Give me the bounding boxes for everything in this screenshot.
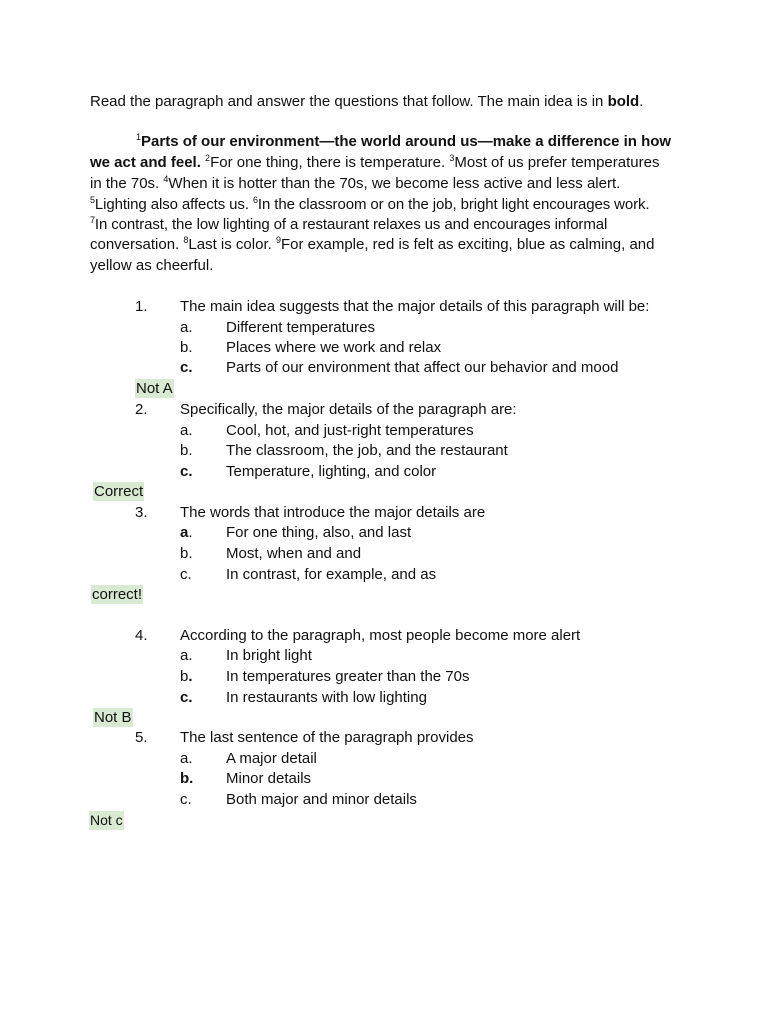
- instructions-bold-word: bold: [607, 93, 640, 110]
- grading-note: Not A: [136, 380, 173, 397]
- option-text: The classroom, the job, and the restaurant: [226, 442, 508, 459]
- sentence-number: 3: [449, 153, 455, 163]
- sentence-text: For example, red is felt as exciting, blue as calming, and: [280, 236, 655, 253]
- paragraph-line-5: [90, 215, 607, 235]
- instructions: [90, 92, 643, 112]
- option-letter: b.: [180, 545, 193, 562]
- sentence-text: In the classroom or on the job, bright light encourages work.: [257, 196, 650, 213]
- sentence-number: 1: [136, 132, 142, 142]
- paragraph-line-2: [90, 153, 659, 173]
- option-text: In temperatures greater than the 70s: [226, 668, 470, 685]
- option-letter-period: .: [188, 668, 193, 685]
- sentence-number: 9: [275, 235, 281, 245]
- option-letter: a.: [180, 422, 193, 439]
- option-letter: a.: [180, 750, 193, 767]
- paragraph-line-6: [90, 235, 654, 255]
- paragraph-line-4: [90, 195, 650, 215]
- sentence-number: 2: [205, 153, 211, 163]
- option-text: In contrast, for example, and as: [226, 566, 437, 583]
- instructions-text: Read the paragraph and answer the questions that follow. The main idea is in: [90, 93, 608, 110]
- option-text: In restaurants with low lighting: [226, 689, 427, 706]
- sentence-text: In contrast, the low lighting of a restaurant relaxes us and encourages informal: [94, 216, 608, 233]
- option-letter-selected: c.: [180, 463, 193, 480]
- option-letter-text: b: [180, 668, 189, 685]
- option-text: For one thing, also, and last: [226, 524, 412, 541]
- option-letter: a.: [180, 319, 193, 336]
- grading-note: Not B: [94, 709, 132, 726]
- question-text: The last sentence of the paragraph provides: [180, 729, 474, 746]
- option-letter: [180, 667, 193, 687]
- sentence-text: Most of us prefer temperatures: [454, 154, 660, 171]
- sentence-text: in the 70s.: [90, 175, 160, 192]
- main-idea-text: Parts of our environment—the world around us—make a difference in how: [141, 133, 672, 150]
- question-text: Specifically, the major details of the paragraph are:: [180, 401, 517, 418]
- sentence-number: 5: [90, 195, 95, 205]
- paragraph-line-1: [136, 132, 671, 152]
- paragraph-line-3: [90, 174, 620, 194]
- grading-note: Correct: [94, 483, 144, 500]
- option-letter: c.: [180, 566, 192, 583]
- grading-note: Not c: [90, 812, 123, 828]
- option-text: Most, when and and: [226, 545, 362, 562]
- option-letter-selected: c.: [180, 689, 193, 706]
- sentence-text: Lighting also affects us.: [94, 196, 249, 213]
- question-number: 3.: [135, 504, 148, 521]
- sentence-text: For one thing, there is temperature.: [210, 154, 446, 171]
- question-number: 2.: [135, 401, 148, 418]
- question-text: According to the paragraph, most people become more alert: [180, 627, 581, 644]
- option-letter-selected: b.: [180, 770, 194, 787]
- option-letter: b.: [180, 442, 193, 459]
- option-letter-selected: a: [180, 524, 189, 541]
- option-text: Temperature, lighting, and color: [226, 463, 437, 480]
- question-number: 4.: [135, 627, 148, 644]
- option-letter: [180, 523, 193, 543]
- sentence-number: 8: [183, 235, 189, 245]
- option-text: Different temperatures: [226, 319, 375, 336]
- sentence-number: 7: [90, 215, 95, 225]
- sentence-text: When it is hotter than the 70s, we become less active and less alert.: [168, 175, 621, 192]
- option-letter-selected: c.: [180, 359, 193, 376]
- option-text: A major detail: [226, 750, 317, 767]
- option-text: Places where we work and relax: [226, 339, 442, 356]
- option-letter: c.: [180, 791, 192, 808]
- paragraph-line-7: [90, 256, 213, 276]
- option-text: Both major and minor details: [226, 791, 417, 808]
- option-letter-period: .: [188, 524, 193, 541]
- option-text: Cool, hot, and just-right temperatures: [226, 422, 474, 439]
- sentence-number: 4: [163, 174, 169, 184]
- instructions-period: .: [639, 93, 644, 110]
- question-number: 1.: [135, 298, 148, 315]
- sentence-text: Last is color.: [188, 236, 272, 253]
- question-text: The words that introduce the major details are: [180, 504, 486, 521]
- sentence-text: yellow as cheerful.: [90, 257, 214, 274]
- option-letter: a.: [180, 647, 193, 664]
- sentence-number: 6: [252, 195, 258, 205]
- sentence-text: conversation.: [90, 236, 180, 253]
- option-text: Minor details: [226, 770, 312, 787]
- grading-note: correct!: [92, 586, 143, 603]
- option-letter: b.: [180, 339, 193, 356]
- question-text: The main idea suggests that the major details of this paragraph will be:: [180, 298, 650, 315]
- option-text: Parts of our environment that affect our behavior and mood: [226, 359, 619, 376]
- option-text: In bright light: [226, 647, 312, 664]
- main-idea-text: we act and feel.: [90, 154, 201, 171]
- question-number: 5.: [135, 729, 148, 746]
